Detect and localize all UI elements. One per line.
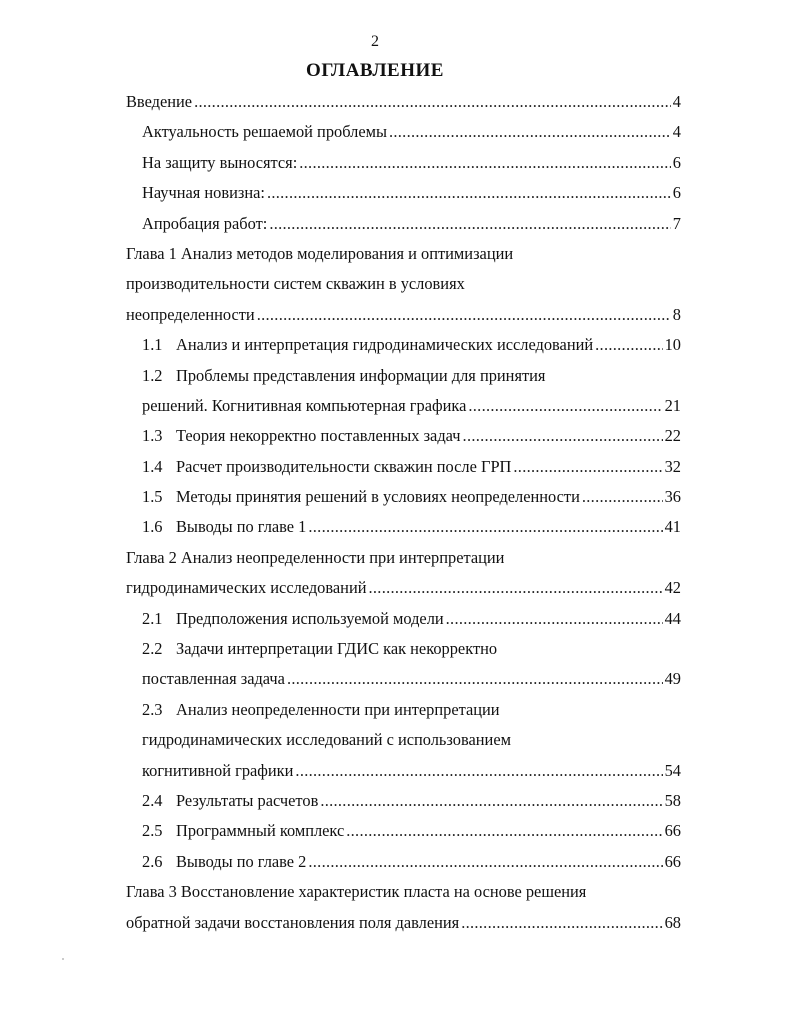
toc-entry-page: 10 — [664, 335, 681, 355]
toc-entry-number: 1.1 — [142, 335, 163, 355]
toc-entry[interactable] — [126, 877, 681, 907]
toc-entry[interactable] — [126, 269, 681, 299]
leader-dots — [446, 604, 663, 634]
toc-entry-page: 66 — [664, 851, 681, 871]
toc-entry[interactable] — [126, 361, 681, 391]
toc-entry-number: 1.5 — [142, 487, 163, 507]
toc-entry[interactable] — [126, 239, 681, 269]
toc-entry[interactable] — [126, 847, 681, 877]
toc-entry[interactable] — [126, 87, 681, 117]
toc-entry[interactable] — [126, 512, 681, 542]
toc-entry-text: Анализ и интерпретация гидродинамических исследований — [176, 335, 594, 355]
toc-entry-page: 66 — [664, 821, 681, 841]
toc-entry-page: 68 — [664, 912, 681, 932]
leader-dots — [582, 482, 663, 512]
toc-entry-text: Теория некорректно поставленных задач — [176, 426, 461, 446]
toc-entry-page: 7 — [672, 213, 681, 233]
leader-dots — [269, 209, 670, 239]
toc-entry-text: Апробация работ: — [142, 213, 268, 233]
toc-entry-page: 36 — [664, 487, 681, 507]
toc-entry[interactable] — [126, 604, 681, 634]
toc-entry-text: Результаты расчетов — [176, 790, 319, 810]
toc-entry-text: Введение — [126, 92, 193, 111]
leader-dots — [513, 452, 662, 482]
leader-dots — [299, 148, 671, 178]
leader-dots — [461, 908, 662, 938]
leader-dots — [463, 421, 663, 451]
toc-entry[interactable] — [126, 209, 681, 239]
toc-entry-page: 22 — [664, 426, 681, 446]
toc-entry-number: 2.5 — [142, 821, 163, 841]
toc-entry-text: Проблемы представления информации для принятия — [176, 365, 546, 385]
toc-entry-text: Глава 3 Восстановление характеристик пласта на основе решения — [126, 882, 587, 902]
toc-entry[interactable] — [126, 300, 681, 330]
toc-entry-number: 1.2 — [142, 365, 163, 385]
toc-entry[interactable] — [126, 573, 681, 603]
toc-entry[interactable] — [126, 634, 681, 664]
toc-entry-text: Анализ неопределенности при интерпретации — [176, 699, 500, 719]
toc-entry-text: поставленная задача — [142, 669, 285, 689]
leader-dots — [308, 847, 662, 877]
leader-dots — [295, 756, 662, 786]
toc-entry[interactable] — [126, 117, 681, 147]
leader-dots — [194, 87, 671, 117]
toc-entry-number: 2.1 — [142, 608, 163, 628]
toc-entry-page: 4 — [672, 92, 681, 111]
toc-entry-text: гидродинамических исследований — [126, 578, 367, 598]
leader-dots — [346, 816, 662, 846]
toc-entry-text: Предположения используемой модели — [176, 608, 444, 628]
toc-entry[interactable] — [126, 908, 681, 938]
toc-entry-text: Выводы по главе 2 — [176, 851, 307, 871]
toc-entry-text: Задачи интерпретации ГДИС как некорректно — [176, 639, 498, 659]
toc-entry[interactable] — [126, 756, 681, 786]
toc-entry-page: 32 — [664, 456, 681, 476]
leader-dots — [389, 117, 671, 147]
toc-entry-number: 2.4 — [142, 790, 163, 810]
toc-entry-text: Глава 2 Анализ неопределенности при интерпретации — [126, 547, 505, 567]
toc-entry-page: 54 — [664, 760, 681, 780]
toc-entry-page: 4 — [672, 122, 681, 142]
toc-entry-text: Выводы по главе 1 — [176, 517, 307, 537]
toc-entry[interactable] — [126, 178, 681, 208]
leader-dots — [267, 178, 671, 208]
leader-dots — [595, 330, 662, 360]
leader-dots — [320, 786, 662, 816]
toc-entry-page: 44 — [664, 608, 681, 628]
toc-entry-text: обратной задачи восстановления поля давления — [126, 912, 460, 932]
table-of-contents — [126, 87, 681, 938]
scan-speck — [62, 958, 64, 960]
toc-entry-number: 1.4 — [142, 456, 163, 476]
toc-entry-number: 1.3 — [142, 426, 163, 446]
toc-entry-text: Расчет производительности скважин после ГРП — [176, 456, 512, 476]
leader-dots — [468, 391, 662, 421]
toc-entry-number: 2.2 — [142, 639, 163, 659]
toc-entry-text: когнитивной графики — [142, 760, 294, 780]
leader-dots — [257, 300, 671, 330]
toc-entry[interactable] — [126, 695, 681, 725]
toc-entry-page: 21 — [664, 395, 681, 415]
leader-dots — [308, 512, 662, 542]
toc-entry-text: Актуальность решаемой проблемы — [142, 122, 387, 142]
toc-entry-page: 58 — [664, 790, 681, 810]
toc-entry-text: Программный комплекс — [176, 821, 345, 841]
leader-dots — [369, 573, 663, 603]
toc-entry[interactable] — [126, 725, 681, 755]
toc-entry[interactable] — [126, 330, 681, 360]
leader-dots — [287, 664, 663, 694]
toc-entry-page: 49 — [664, 669, 681, 689]
toc-entry-number: 2.3 — [142, 699, 163, 719]
toc-entry-text: гидродинамических исследований с использованием — [142, 730, 511, 750]
toc-entry-page: 8 — [672, 304, 681, 324]
toc-entry[interactable] — [126, 482, 681, 512]
toc-entry[interactable] — [126, 816, 681, 846]
toc-entry-page: 6 — [672, 183, 681, 203]
page-number: 2 — [371, 33, 379, 50]
toc-entry-page: 6 — [672, 152, 681, 172]
toc-entry-number: 1.6 — [142, 517, 163, 537]
toc-entry[interactable] — [126, 391, 681, 421]
toc-entry-text: решений. Когнитивная компьютерная графика — [142, 395, 467, 415]
toc-entry[interactable] — [126, 786, 681, 816]
toc-entry-text: производительности систем скважин в условиях — [126, 274, 465, 294]
toc-entry-text: Научная новизна: — [142, 183, 265, 203]
toc-entry[interactable] — [126, 148, 681, 178]
toc-entry-page: 42 — [664, 578, 681, 598]
page-title: ОГЛАВЛЕНИЕ — [306, 60, 444, 81]
toc-entry-text: Глава 1 Анализ методов моделирования и оптимизации — [126, 243, 514, 263]
toc-entry-page: 41 — [664, 517, 681, 537]
toc-entry-text: Методы принятия решений в условиях неопределенности — [176, 487, 580, 507]
toc-entry[interactable] — [126, 421, 681, 451]
toc-entry[interactable] — [126, 452, 681, 482]
toc-entry-text: неопределенности — [126, 304, 255, 324]
toc-entry-text: На защиту выносятся: — [142, 152, 298, 172]
toc-entry-number: 2.6 — [142, 851, 163, 871]
toc-entry[interactable] — [126, 664, 681, 694]
toc-entry[interactable] — [126, 543, 681, 573]
